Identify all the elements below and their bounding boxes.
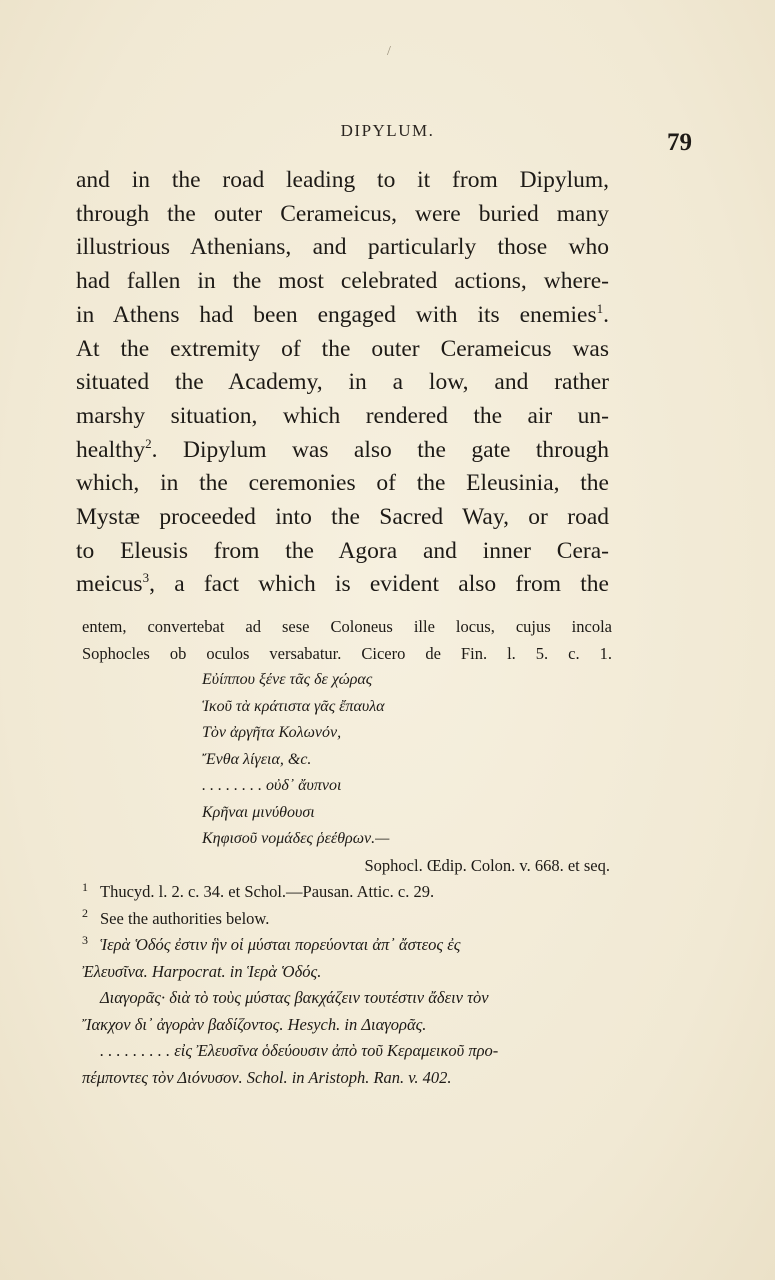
text-line: through the outer Cerameicus, were buried many bbox=[76, 200, 609, 227]
footnote-text: Thucyd. l. 2. c. 34. et Schol.—Pausan. Attic. c. 29. bbox=[100, 882, 435, 901]
main-text bbox=[76, 164, 609, 602]
text-segment: , a fact which is evident also from the bbox=[149, 571, 609, 598]
text-line: situated the Academy, in a low, and rather bbox=[76, 369, 609, 396]
footnote-text: See the authorities below. bbox=[100, 908, 270, 928]
footnote-ref: 3 bbox=[142, 570, 150, 586]
text-line: Mystæ proceeded into the Sacred Way, or road bbox=[76, 504, 609, 531]
verse-attribution: Sophocl. Œdip. Colon. v. 668. et seq. bbox=[364, 855, 610, 875]
text-segment: in Athens had been engaged with its enemies bbox=[76, 301, 597, 328]
text-line bbox=[76, 299, 609, 333]
footnote-3-line: Ἐλευσῖνα. Harpocrat. in Ἱερὰ Ὁδός. bbox=[82, 961, 322, 981]
note-continuation-line: entem, convertebat ad sese Coloneus ille locus, cujus incola bbox=[82, 617, 612, 636]
footnote-3-line: πέμποντες τὸν Διόνυσον. Schol. in Aristoph. Ran. v. 402. bbox=[82, 1067, 452, 1087]
text-segment: . bbox=[603, 301, 609, 328]
text-line: At the extremity of the outer Cerameicus was bbox=[76, 335, 609, 362]
footnote-2: 2 See the authorities below. bbox=[82, 906, 270, 928]
text-segment: . Dipylum was also the gate through bbox=[151, 436, 609, 463]
running-head: DIPYLUM. bbox=[340, 121, 435, 140]
page-number: 79 bbox=[667, 129, 692, 156]
footnote-3-line: . . . . . . . . . εἰς Ἐλευσῖνα ὁδεύουσιν ἀπὸ τοῦ Κεραμεικοῦ προ- bbox=[100, 1041, 499, 1060]
footnote-1: 1 Thucyd. l. 2. c. 34. et Schol.—Pausan. Attic. c. 29. bbox=[82, 879, 435, 901]
note-continuation-line: Sophocles ob oculos versabatur. Cicero de Fin. l. 5. c. 1. bbox=[82, 643, 612, 663]
text-line bbox=[76, 568, 609, 602]
greek-verse-line: Ἱκοῦ τὰ κράτιστα γᾶς ἔπαυλα bbox=[202, 697, 385, 715]
greek-verse-line: Τὸν ἀργῆτα Κολωνόν, bbox=[202, 724, 342, 741]
footnote-3-line: Διαγορᾶς· διὰ τὸ τοὺς μύστας βακχάζειν τουτέστιν ἄδειν τὸν bbox=[100, 988, 489, 1007]
footnote-3: 3 Ἱερὰ Ὁδός ἐστιν ἣν οἱ μύσται πορεύονται ἀπ᾽ ἄστεος ἐς bbox=[82, 932, 461, 954]
greek-verse-line: Κηφισοῦ νομάδες ῥεέθρων.— bbox=[202, 830, 390, 847]
greek-verse-line: Κρῆναι μινύθουσι bbox=[202, 803, 315, 821]
footnote-ref: 1 bbox=[596, 300, 604, 316]
text-line: and in the road leading to it from Dipylum, bbox=[76, 167, 609, 193]
margin-mark: / bbox=[387, 44, 391, 59]
text-line: had fallen in the most celebrated actions, where- bbox=[76, 268, 609, 295]
text-segment: healthy bbox=[76, 436, 146, 463]
greek-verse-line: Ἔνθα λίγεια, &c. bbox=[202, 750, 312, 768]
footnote-3-line: Ἴακχον δι᾽ ἀγορὰν βαδίζοντος. Hesych. in Διαγορᾶς. bbox=[82, 1014, 427, 1034]
footnotes bbox=[82, 614, 612, 1091]
greek-verse-line: . . . . . . . . οὐδ᾽ ἄυπνοι bbox=[202, 777, 342, 794]
text-segment: meicus bbox=[76, 571, 143, 598]
text-line: to Eleusis from the Agora and inner Cera- bbox=[76, 537, 609, 564]
footnote-ref: 2 bbox=[145, 435, 152, 451]
greek-verse-line: Εὐίππου ξένε τᾶς δε χώρας bbox=[202, 671, 373, 688]
text-line: marshy situation, which rendered the air un- bbox=[76, 402, 609, 429]
text-line: which, in the ceremonies of the Eleusinia, the bbox=[76, 470, 609, 497]
text-line: illustrious Athenians, and particularly those who bbox=[76, 234, 609, 261]
footnote-text: Ἱερὰ Ὁδός ἐστιν ἣν οἱ μύσται πορεύονται ἀπ᾽ ἄστεος ἐς bbox=[100, 935, 461, 954]
text-line bbox=[76, 434, 609, 468]
